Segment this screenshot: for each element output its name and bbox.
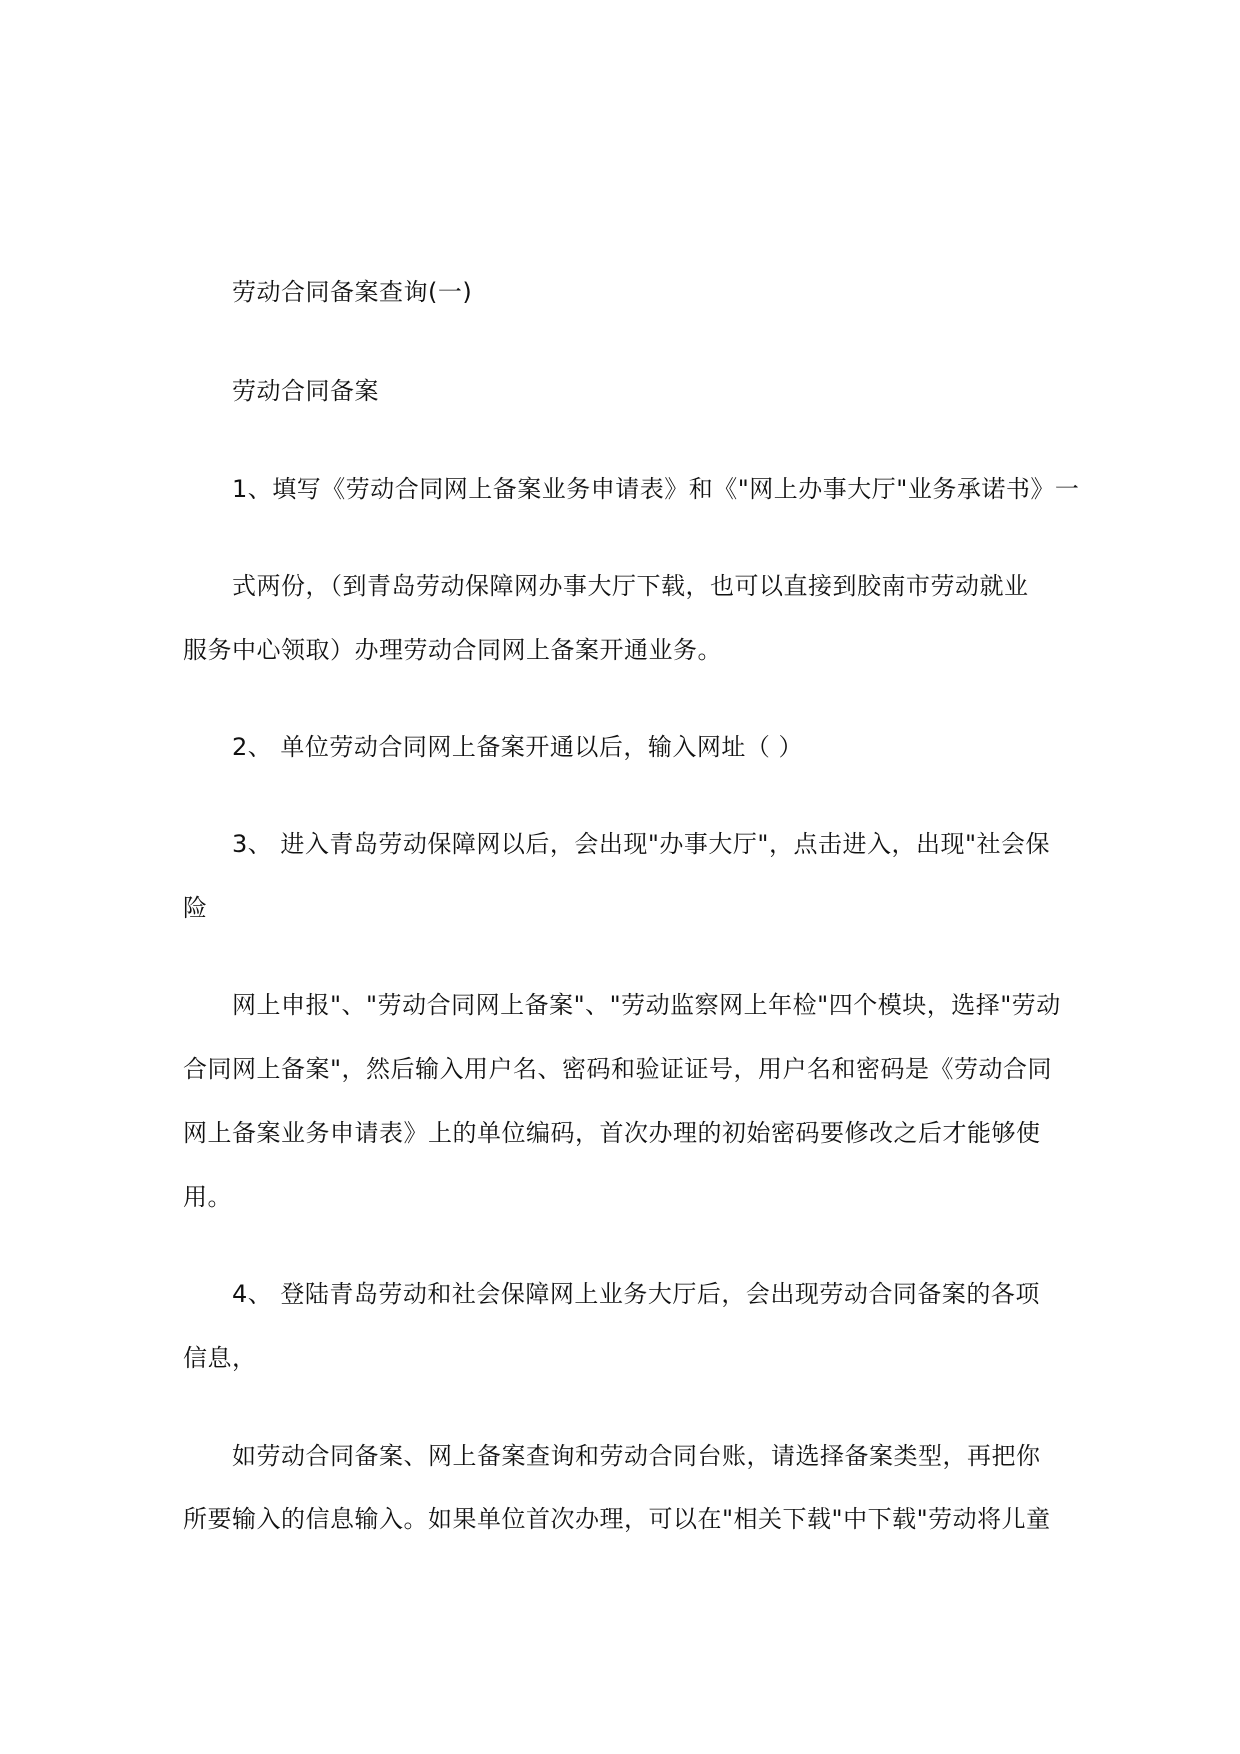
paragraph-line: 险 — [183, 894, 208, 922]
paragraph-line: 合同网上备案"，然后输入用户名、密码和验证证号，用户名和密码是《劳动合同 — [183, 1055, 1053, 1083]
paragraph-line: 用。 — [183, 1183, 232, 1211]
paragraph-line: 4、 登陆青岛劳动和社会保障网上业务大厅后，会出现劳动合同备案的各项 — [232, 1280, 1040, 1308]
paragraph-line: 所要输入的信息输入。如果单位首次办理，可以在"相关下载"中下载"劳动将儿童 — [183, 1505, 1051, 1533]
paragraph-line: 网上申报"、"劳动合同网上备案"、"劳动监察网上年检"四个模块，选择"劳动 — [232, 991, 1061, 1019]
section-heading: 劳动合同备案 — [232, 377, 379, 405]
document-title: 劳动合同备案查询(一) — [232, 278, 473, 306]
paragraph-line: 信息， — [183, 1344, 257, 1372]
paragraph-line: 3、 进入青岛劳动保障网以后，会出现"办事大厅"，点击进入，出现"社会保 — [232, 830, 1051, 858]
paragraph-line: 网上备案业务申请表》上的单位编码，首次办理的初始密码要修改之后才能够使 — [183, 1119, 1041, 1147]
paragraph-line: 1、填写《劳动合同网上备案业务申请表》和《"网上办事大厅"业务承诺书》一 — [232, 475, 1080, 503]
paragraph-line: 式两份，（到青岛劳动保障网办事大厅下载，也可以直接到胶南市劳动就业 — [232, 572, 1029, 600]
paragraph-line: 如劳动合同备案、网上备案查询和劳动合同台账，请选择备案类型，再把你 — [232, 1442, 1041, 1470]
paragraph-line: 2、 单位劳动合同网上备案开通以后，输入网址（ ） — [232, 733, 804, 761]
paragraph-line: 服务中心领取）办理劳动合同网上备案开通业务。 — [183, 636, 722, 664]
